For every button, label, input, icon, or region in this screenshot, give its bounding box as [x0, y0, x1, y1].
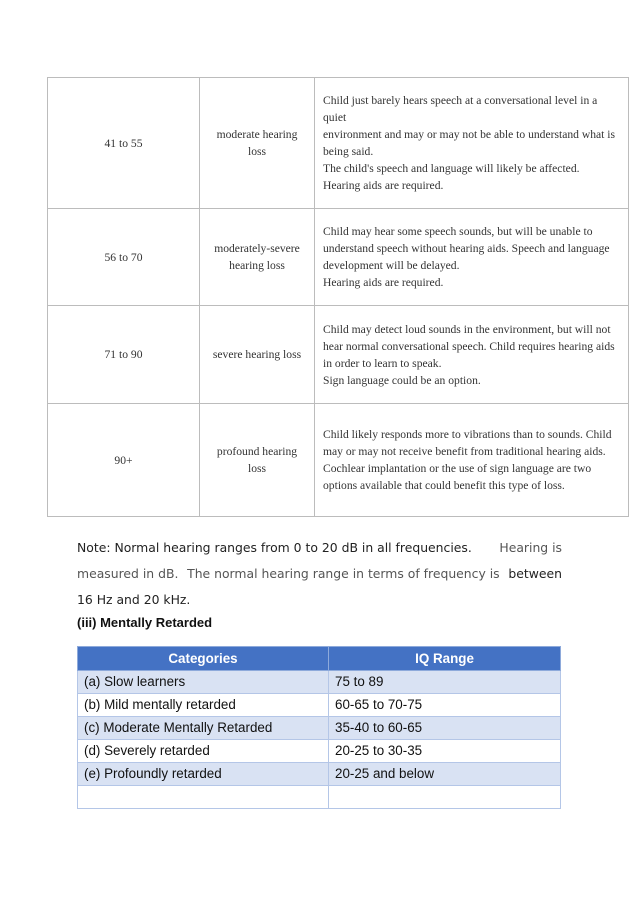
table-row [48, 78, 629, 209]
column-header: Categories [78, 647, 329, 671]
description-line: Cochlear implantation or the use of sign language are two [323, 462, 592, 475]
note-text: Hearing is [499, 540, 562, 555]
hearing-loss-table [47, 77, 629, 517]
description-line: options available that could benefit this type of loss. [323, 479, 565, 492]
iq-cell: 20-25 and below [329, 763, 561, 786]
description-line: understand speech without hearing aids. Speech and language [323, 242, 610, 255]
description-cell [315, 78, 629, 209]
db-range-cell: 90+ [48, 404, 200, 517]
note-line [77, 535, 562, 561]
description-line: hear normal conversational speech. Child requires hearing aids [323, 339, 615, 353]
category-cell: (a) Slow learners [78, 671, 329, 694]
hearing-note [77, 535, 562, 613]
category-cell: (c) Moderate Mentally Retarded [78, 717, 329, 740]
note-text: between [508, 566, 562, 581]
level-cell [200, 209, 315, 306]
category-cell: (e) Profoundly retarded [78, 763, 329, 786]
description-line: Child may hear some speech sounds, but will be unable to [323, 225, 593, 238]
table-row [78, 694, 561, 717]
description-line: may or may not receive benefit from traditional hearing aids. [323, 445, 606, 458]
level-line: hearing loss [229, 259, 285, 272]
note-line [77, 561, 562, 587]
table-row [48, 306, 629, 404]
note-text: 16 Hz and 20 kHz. [77, 592, 191, 607]
description-line: in order to learn to speak. [323, 356, 442, 370]
iq-cell: 75 to 89 [329, 671, 561, 694]
level-line: severe hearing loss [212, 348, 302, 361]
category-cell: (b) Mild mentally retarded [78, 694, 329, 717]
description-cell [315, 404, 629, 517]
note-text: measured in dB. [77, 566, 179, 581]
note-text: The normal hearing range in terms of frequency is [187, 566, 500, 581]
category-cell: (d) Severely retarded [78, 740, 329, 763]
table-row [78, 763, 561, 786]
iq-cell: 35-40 to 60-65 [329, 717, 561, 740]
level-cell [200, 78, 315, 209]
description-cell [315, 209, 629, 306]
table-row [78, 740, 561, 763]
section-heading: (iii) Mentally Retarded [77, 615, 213, 630]
level-cell [200, 404, 315, 517]
table-row [78, 786, 561, 809]
description-line: Child likely responds more to vibrations than to sounds. Child [323, 428, 612, 441]
level-line: loss [247, 462, 267, 475]
description-cell [315, 306, 629, 404]
table-row [78, 717, 561, 740]
description-line: Child just barely hears speech at a conversational level in a quiet [323, 94, 598, 124]
table-row [48, 404, 629, 517]
description-line: being said. [323, 145, 374, 158]
iq-cell: 20-25 to 30-35 [329, 740, 561, 763]
db-range-cell: 71 to 90 [48, 306, 200, 404]
description-line: The child's speech and language will likely be affected. [323, 162, 580, 175]
description-line: environment and may or may not be able to understand what is [323, 128, 616, 141]
note-line [77, 587, 562, 613]
level-line: profound hearing [216, 445, 298, 458]
column-header: IQ Range [329, 647, 561, 671]
note-text: Note: Normal hearing ranges from 0 to 20 dB in all frequencies. [77, 540, 472, 555]
iq-range-table [77, 646, 561, 809]
level-line: moderate hearing [216, 128, 298, 141]
iq-cell: 60-65 to 70-75 [329, 694, 561, 717]
table-row [48, 209, 629, 306]
table-row [78, 671, 561, 694]
level-line: moderately-severe [214, 242, 300, 255]
level-cell [200, 306, 315, 404]
level-line: loss [247, 145, 267, 158]
db-range-cell: 41 to 55 [48, 78, 200, 209]
table-header-row [78, 647, 561, 671]
db-range-cell: 56 to 70 [48, 209, 200, 306]
description-line: Hearing aids are required. [323, 179, 444, 192]
description-line: development will be delayed. [323, 259, 460, 272]
iq-cell [329, 786, 561, 809]
description-line: Child may detect loud sounds in the environment, but will not [323, 322, 611, 336]
category-cell [78, 786, 329, 809]
description-line: Hearing aids are required. [323, 276, 444, 289]
description-line: Sign language could be an option. [323, 373, 481, 387]
